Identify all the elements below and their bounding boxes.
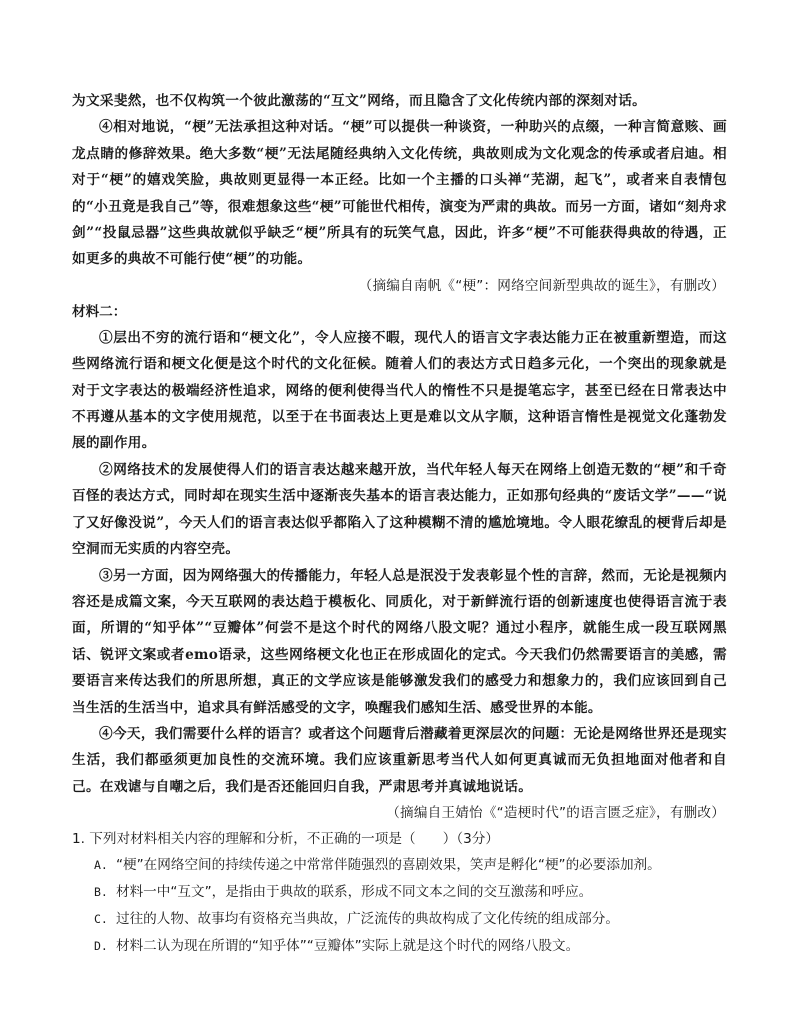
material2-source: （摘编自王婧怡《“造梗时代”的语言匮乏症》，有删改） [386, 805, 725, 822]
question-1-option-b[interactable] [72, 879, 727, 906]
document-page [72, 88, 727, 960]
material2-paragraph-4: ④今天，我们需要什么样的语言？或者这个问题背后潜藏着更深层次的问题：无论是网络世界还是现实生活，我们都亟须更加良性的交流环境。我们应该重新思考当代人如何更真诚而无负担地面对他者和自己。在戏谑与自嘲之后，我们是否还能回归自我，严肃思考并真诚地说话。 [72, 725, 727, 795]
option-text: 材料二认为现在所谓的“知乎体”“豆瓣体”实际上就是这个时代的网络八股文。 [116, 938, 580, 955]
material2-paragraph-2: ②网络技术的发展使得人们的语言表达越来越开放，当代年轻人每天在网络上创造无数的“梗”和千奇百怪的表达方式，同时却在现实生活中逐渐丧失基本的语言表达能力，正如那句经典的“废话文学”——“说了又好像没说”，今天人们的语言表达似乎都陷入了这种模糊不清的尴尬境地。令人眼花缭乱的梗背后却是空洞而无实质的内容空壳。 [72, 461, 727, 558]
material1-source: （摘编自南帆《“梗”：网络空间新型典故的诞生》，有删改） [358, 277, 725, 294]
option-letter: C. [94, 912, 108, 927]
option-text: 材料一中“互文”，是指由于典故的联系，形成不同文本之间的交互激荡和呼应。 [116, 884, 593, 901]
option-letter: B. [94, 885, 108, 900]
material2-paragraph-1: ①层出不穷的流行语和“梗文化”，令人应接不暇，现代人的语言文字表达能力正在被重新塑造，而这些网络流行语和梗文化便是这个时代的文化征候。随着人们的表达方式日趋多元化，一个突出的现象就是对于文字表达的极端经济性追求，网络的便利使得当代人的惰性不只是提笔忘字，甚至已经在日常表达中不再遵从基本的文字使用规范，以至于在书面表达上更是难以文从字顺，这种语言惰性是视觉文化蓬勃发展的副作用。 [72, 329, 727, 452]
material1-paragraph-4: ④相对地说，“梗”无法承担这种对话。“梗”可以提供一种谈资，一种助兴的点缀，一种言简意赅、画龙点睛的修辞效果。绝大多数“梗”无法尾随经典纳入文化传统，典故则成为文化观念的传承或者启迪。相对于“梗”的嬉戏笑脸，典故则更显得一本正经。比如一个主播的口头禅“芜湖，起飞”，或者来自表情包的“小丑竟是我自己”等，很难想象这些“梗”可能世代相传，演变为严肃的典故。而另一方面，诸如“刻舟求剑”“投鼠忌器”这些典故就似乎缺乏“梗”所具有的玩笑气息，因此，许多“梗”不可能获得典故的待遇，正如更多的典故不可能行使“梗”的功能。 [72, 119, 727, 268]
option-text: 过往的人物、故事均有资格充当典故，广泛流传的典故构成了文化传统的组成部分。 [116, 911, 619, 928]
material2-paragraph-3: ③另一方面，因为网络强大的传播能力，年轻人总是泯没于发表彰显个性的言辞，然而，无论是视频内容还是成篇文案，今天互联网的表达趋于模板化、同质化，对于新鲜流行语的创新速度也使得语言流于表面，所谓的“知乎体”“豆瓣体”何尝不是这个时代的网络八股文呢？通过小程序，就能生成一段互联网黑话、锐评文案或者emo语录，这些网络梗文化也正在形成固化的定式。今天我们仍然需要语言的美感，需要语言来传达我们的所思所想，真正的文学应该是能够激发我们的感受力和想象力的，我们应该回到自己当生活的生活当中，追求具有鲜活感受的文字，唤醒我们感知生活、感受世界的本能。 [72, 567, 727, 716]
option-letter: D. [94, 939, 108, 954]
question-1-option-a[interactable] [72, 852, 727, 879]
material1-paragraph-tail: 为文采斐然，也不仅构筑一个彼此激荡的“互文”网络，而且隐含了文化传统内部的深刻对话。 [72, 93, 647, 109]
question-1-option-c[interactable] [72, 906, 727, 933]
question-1-option-d[interactable] [72, 933, 727, 960]
material2-title: 材料二： [72, 303, 127, 320]
question-1-stem: 1. 下列对材料相关内容的理解和分析，不正确的一项是（ ）（3分） [72, 831, 499, 848]
option-text: “梗”在网络空间的持续传递之中常常伴随强烈的喜剧效果，笑声是孵化“梗”的必要添加剂。 [116, 857, 661, 874]
option-letter: A. [94, 858, 108, 873]
